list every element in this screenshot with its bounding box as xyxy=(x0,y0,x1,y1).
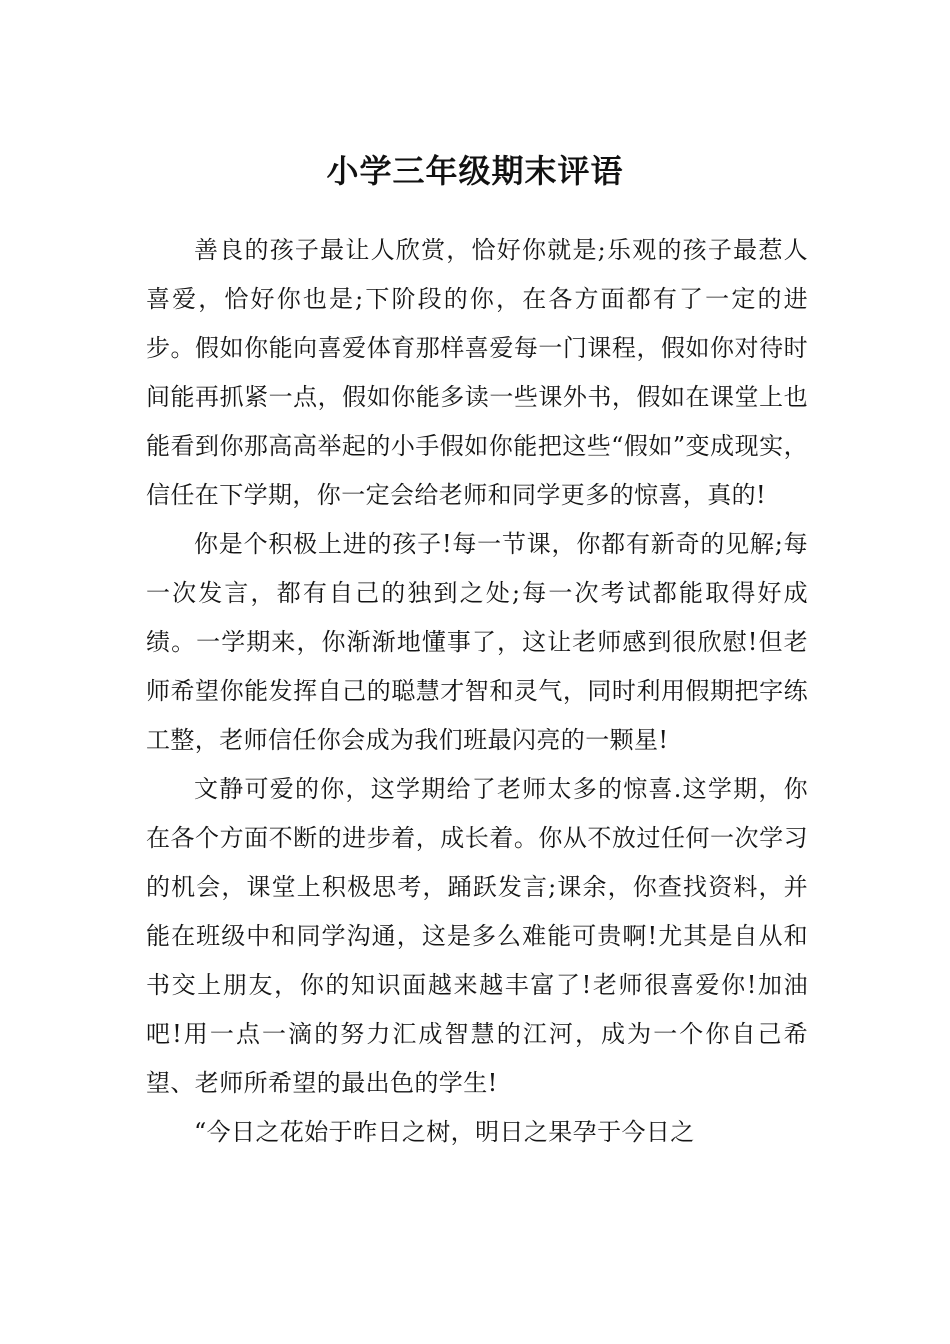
paragraph-2: 你是个积极上进的孩子!每一节课，你都有新奇的见解;每一次发言，都有自己的独到之处;每一次考试都能取得好成绩。一学期来，你渐渐地懂事了，这让老师感到很欣慰!但老师希望你能发挥自己的聪慧才智和灵气，同时利用假期把字练工整，老师信任你会成为我们班最闪亮的一颗星! xyxy=(146,530,808,754)
paragraph-4: “今日之花始于昨日之树，明日之果孕于今日之 xyxy=(194,1118,695,1146)
paragraph-1: 善良的孩子最让人欣赏，恰好你就是;乐观的孩子最惹人喜爱，恰好你也是;下阶段的你，在各方面都有了一定的进步。假如你能向喜爱体育那样喜爱每一门课程，假如你对待时间能再抓紧一点，假如你能多读一些课外书，假如在课堂上也能看到你那高高举起的小手假如你能把这些“假如”变成现实，信任在下学期，你一定会给老师和同学更多的惊喜，真的! xyxy=(146,236,808,509)
document-title: 小学三年级期末评语 xyxy=(326,152,624,191)
document-body xyxy=(146,226,808,1157)
paragraph-3: 文静可爱的你，这学期给了老师太多的惊喜.这学期，你在各个方面不断的进步着，成长着。你从不放过任何一次学习的机会，课堂上积极思考，踊跃发言;课余，你查找资料，并能在班级中和同学沟通，这是多么难能可贵啊!尤其是自从和书交上朋友，你的知识面越来越丰富了!老师很喜爱你!加油吧!用一点一滴的努力汇成智慧的江河，成为一个你自己希望、老师所希望的最出色的学生! xyxy=(146,775,808,1097)
